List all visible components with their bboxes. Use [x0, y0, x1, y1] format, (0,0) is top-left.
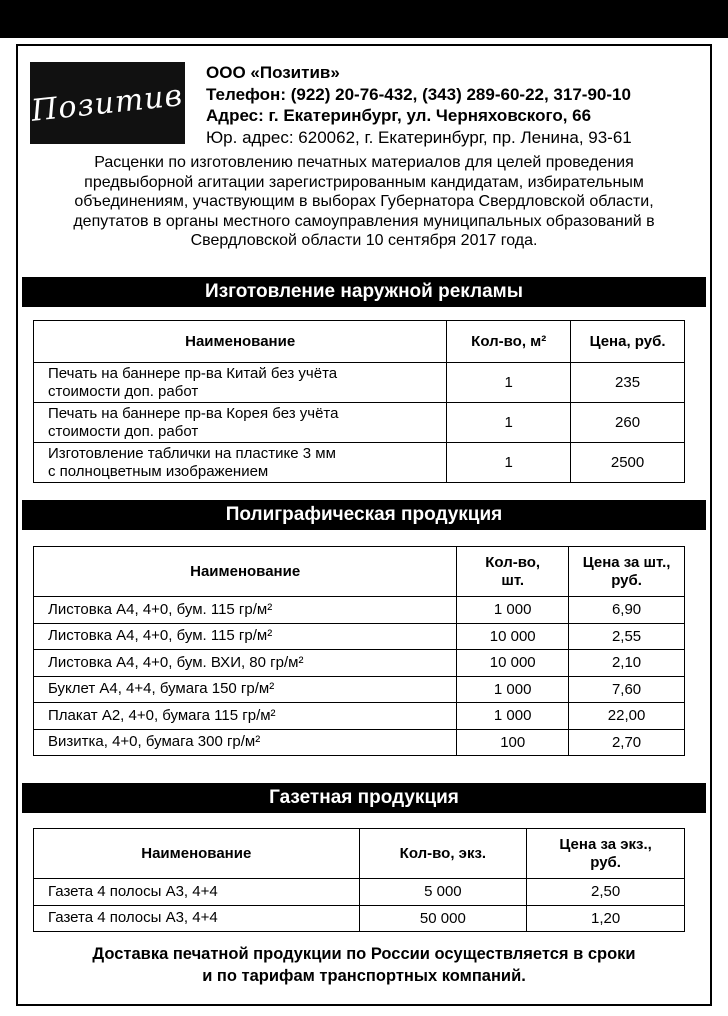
table-row	[34, 729, 685, 756]
row-name: Листовка А4, 4+0, бум. 115 гр/м²	[34, 623, 457, 650]
row-qty: 5 000	[359, 879, 527, 906]
company-phone: Телефон: (922) 20-76-432, (343) 289-60-22, 317-90-10	[206, 84, 631, 104]
row-name: Буклет А4, 4+4, бумага 150 гр/м²	[34, 676, 457, 703]
header-line: Цена за шт.,	[582, 553, 671, 571]
table-row	[34, 879, 685, 906]
delivery-note-line: и по тарифам транспортных компаний.	[202, 967, 526, 985]
row-qty: 1 000	[457, 703, 569, 730]
row-qty: 1 000	[457, 676, 569, 703]
header-qty: Кол-во, м²	[447, 321, 571, 363]
intro-line: Расценки по изготовлению печатных материалов для целей проведения	[94, 154, 634, 171]
top-black-bar	[0, 0, 728, 38]
row-name	[34, 403, 447, 443]
table-row	[34, 676, 685, 703]
row-name-line: с полноцветным изображением	[48, 462, 269, 480]
row-name-line: Печать на баннере пр-ва Корея без учёта	[48, 404, 339, 422]
intro-line: депутатов в органы местного самоуправления муниципальных образований в	[73, 212, 655, 230]
delivery-note	[26, 943, 702, 987]
intro-line: предвыборной агитации зарегистрированным кандидатам, избирательным	[84, 173, 644, 191]
header-line: руб.	[590, 853, 621, 871]
header-line: руб.	[611, 571, 642, 589]
table-header-row	[34, 829, 685, 879]
company-address: Адрес: г. Екатеринбург, ул. Черняховского, 66	[206, 106, 592, 125]
row-price: 2,70	[569, 729, 685, 756]
row-qty: 100	[457, 729, 569, 756]
header-name: Наименование	[34, 547, 457, 597]
header-qty	[457, 547, 569, 597]
header-price	[527, 829, 685, 879]
company-info	[206, 62, 632, 148]
row-name-line: Изготовление таблички на пластике 3 мм	[48, 444, 336, 462]
row-price: 22,00	[569, 703, 685, 730]
outdoor-table	[33, 320, 685, 483]
intro-line: Свердловской области 10 сентября 2017 года.	[190, 232, 538, 249]
header-line: Кол-во,	[485, 553, 541, 571]
row-name: Плакат А2, 4+0, бумага 115 гр/м²	[34, 703, 457, 730]
table-row	[34, 650, 685, 677]
row-qty: 1	[447, 443, 571, 483]
row-price: 2,55	[569, 623, 685, 650]
table-row	[34, 905, 685, 932]
row-price: 2,10	[569, 650, 685, 677]
row-name: Газета 4 полосы А3, 4+4	[34, 879, 360, 906]
section-title-print: Полиграфическая продукция	[22, 500, 706, 530]
company-logo	[30, 62, 185, 144]
intro-line: объединениям, участвующим в выборах Губернатора Свердловской области,	[74, 193, 654, 210]
row-name-line: стоимости доп. работ	[48, 422, 199, 440]
row-name: Газета 4 полосы А3, 4+4	[34, 905, 360, 932]
company-name: ООО «Позитив»	[206, 63, 340, 82]
table-row	[34, 443, 685, 483]
newspaper-table	[33, 828, 685, 932]
row-qty: 10 000	[457, 623, 569, 650]
intro-paragraph	[26, 153, 702, 251]
header-line: шт.	[501, 571, 525, 589]
row-price: 2500	[571, 443, 685, 483]
logo-text: Позитив	[30, 77, 185, 129]
row-name-line: Печать на баннере пр-ва Китай без учёта	[48, 364, 338, 382]
delivery-note-line: Доставка печатной продукции по России осуществляется в сроки	[92, 945, 636, 963]
row-qty: 1 000	[457, 597, 569, 624]
row-price: 7,60	[569, 676, 685, 703]
row-price: 6,90	[569, 597, 685, 624]
header-price: Цена, руб.	[571, 321, 685, 363]
header-line: Цена за экз.,	[559, 835, 652, 853]
table-row	[34, 363, 685, 403]
row-qty: 1	[447, 403, 571, 443]
row-name	[34, 363, 447, 403]
row-price: 1,20	[527, 905, 685, 932]
table-row	[34, 623, 685, 650]
header-name: Наименование	[34, 829, 360, 879]
company-legal-address: Юр. адрес: 620062, г. Екатеринбург, пр. Ленина, 93-61	[206, 127, 632, 147]
section-title-outdoor: Изготовление наружной рекламы	[22, 277, 706, 307]
table-header-row	[34, 547, 685, 597]
row-qty: 10 000	[457, 650, 569, 677]
row-name: Листовка А4, 4+0, бум. ВХИ, 80 гр/м²	[34, 650, 457, 677]
table-row	[34, 703, 685, 730]
row-qty: 50 000	[359, 905, 527, 932]
row-name	[34, 443, 447, 483]
table-header-row	[34, 321, 685, 363]
row-price: 260	[571, 403, 685, 443]
row-name-line: стоимости доп. работ	[48, 382, 199, 400]
row-name: Визитка, 4+0, бумага 300 гр/м²	[34, 729, 457, 756]
row-name: Листовка А4, 4+0, бум. 115 гр/м²	[34, 597, 457, 624]
table-row	[34, 597, 685, 624]
header-qty: Кол-во, экз.	[359, 829, 527, 879]
table-row	[34, 403, 685, 443]
row-price: 2,50	[527, 879, 685, 906]
print-table	[33, 546, 685, 756]
header-price	[569, 547, 685, 597]
header-name: Наименование	[34, 321, 447, 363]
row-qty: 1	[447, 363, 571, 403]
section-title-newspaper: Газетная продукция	[22, 783, 706, 813]
row-price: 235	[571, 363, 685, 403]
